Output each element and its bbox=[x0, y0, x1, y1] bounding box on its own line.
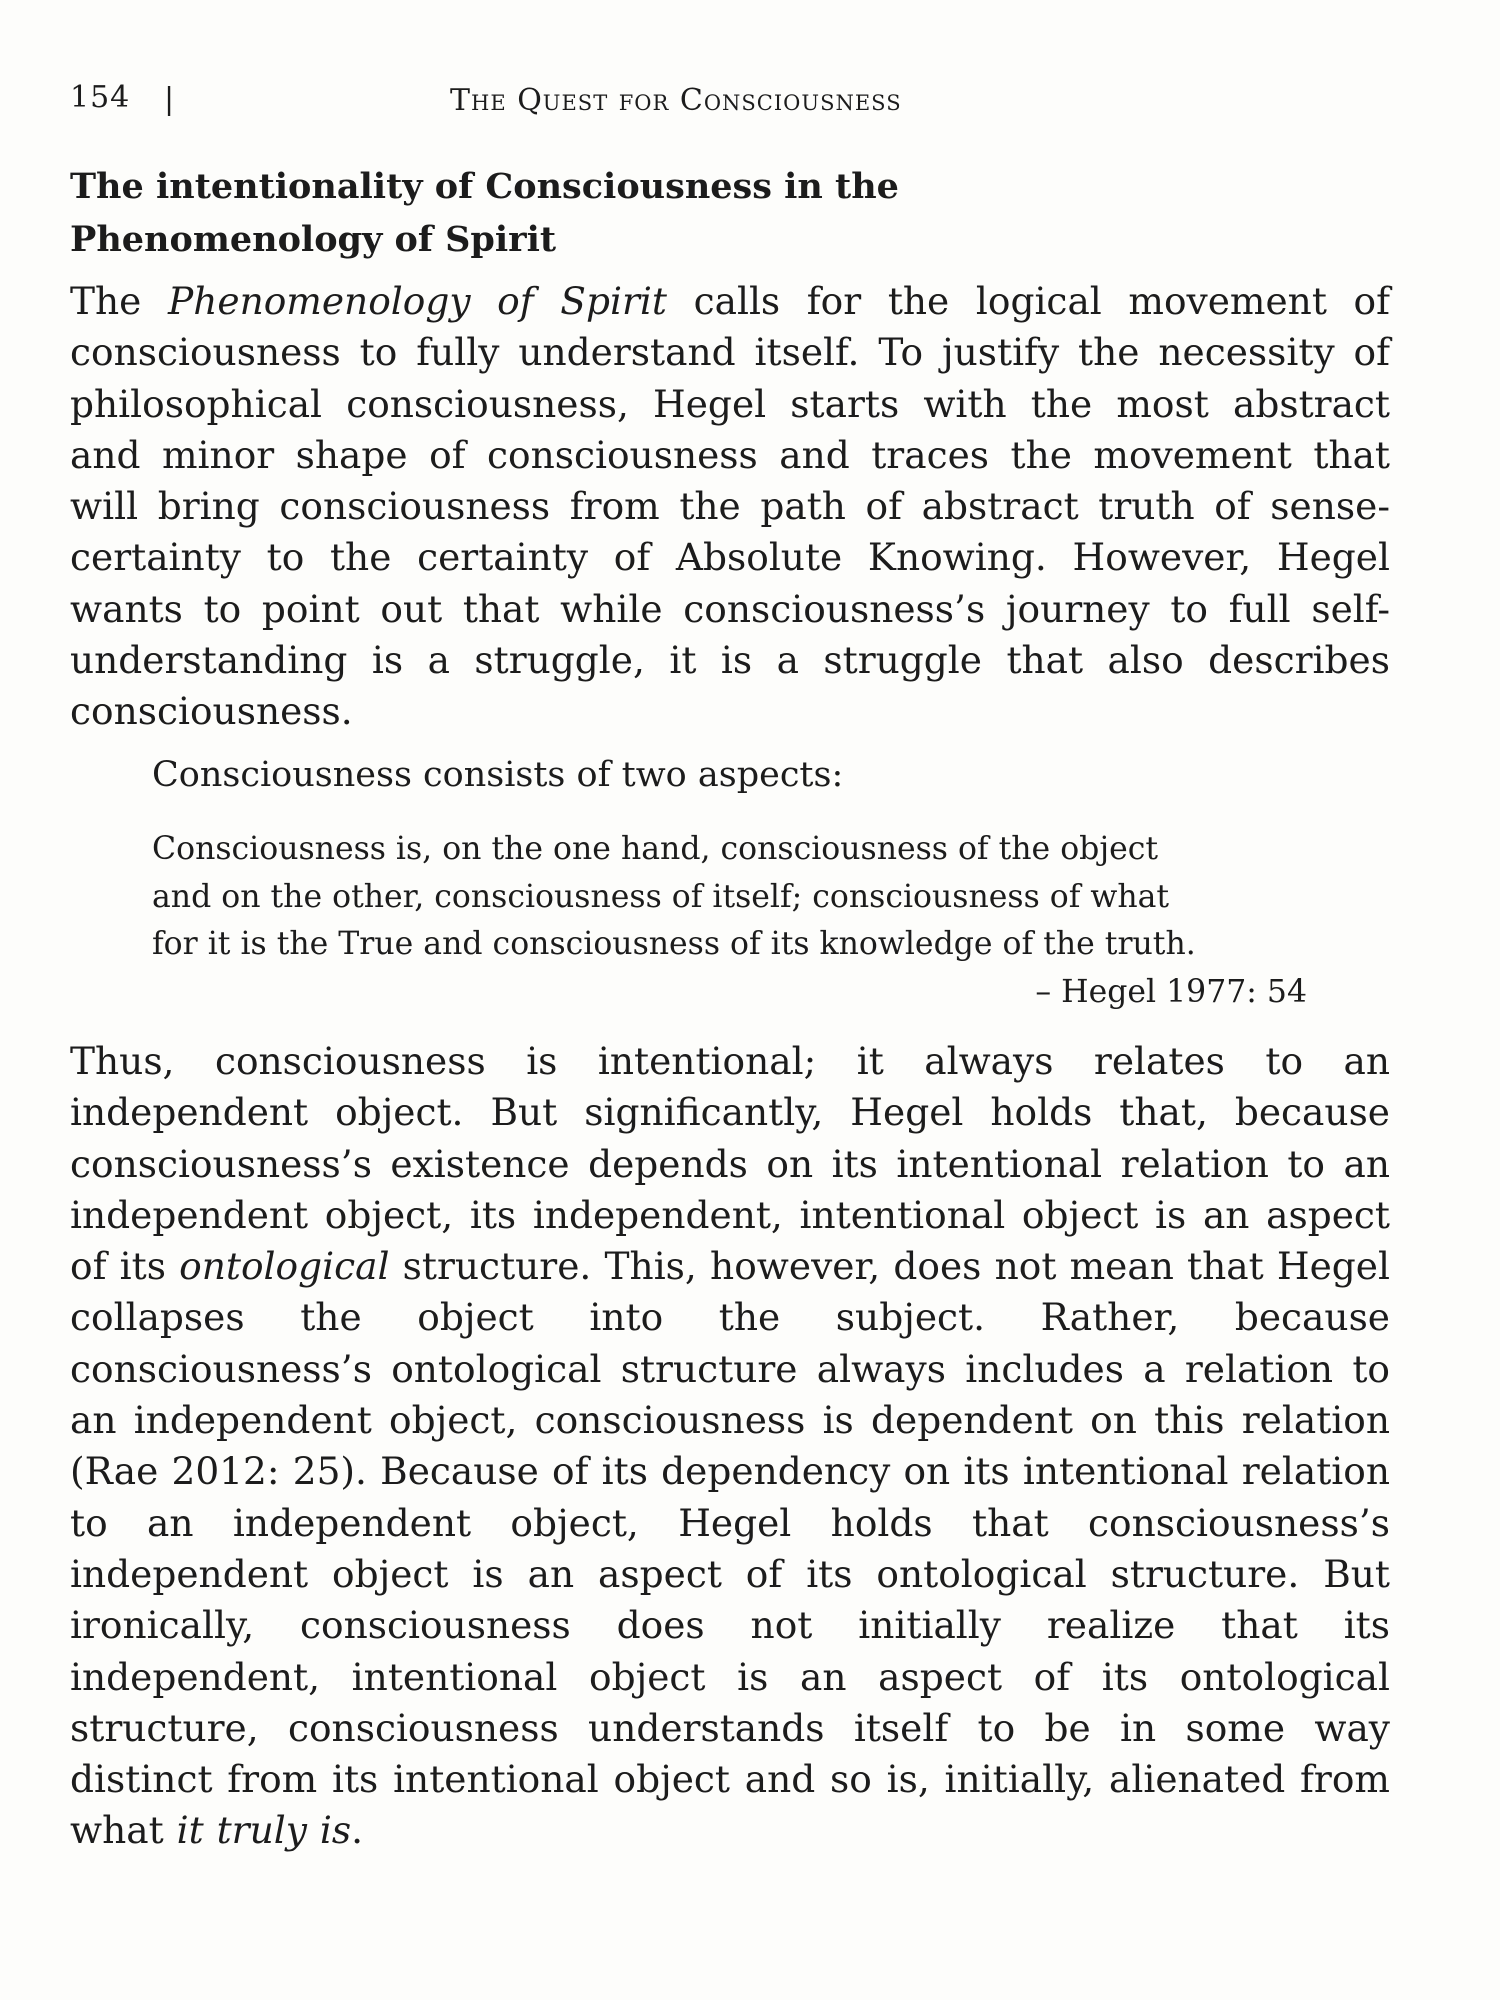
paragraph-1-text: calls for the logical movement of consciousness to fully understand itself. To justify the necessity of philosophical consciousness, Hegel starts with the most abstract and minor shape of consciousness and traces the movement that will bring consciousness from the path of abstract truth of sense-certainty to the certainty of Absolute Knowing. However, Hegel wants to point out that while consciousness’s journey to full self-understanding is a struggle, it is a struggle that also describes consciousness. bbox=[70, 279, 1390, 734]
quote-line-3: for it is the True and consciousness of its knowledge of the truth. bbox=[152, 926, 1196, 962]
paragraph-2 bbox=[70, 1036, 1390, 1857]
block-quote bbox=[152, 826, 1307, 1015]
paragraph-1-work-title: Phenomenology of Spirit bbox=[168, 279, 667, 323]
section-heading bbox=[70, 160, 1070, 266]
quote-line-2: and on the other, consciousness of itself; consciousness of what bbox=[152, 878, 1170, 915]
quote-line-1: Consciousness is, on the one hand, consciousness of the object bbox=[152, 831, 1159, 867]
quote-lead-in: Consciousness consists of two aspects: bbox=[152, 755, 844, 795]
running-head-title: The Quest for Consciousness bbox=[450, 83, 902, 118]
page-number: 154 bbox=[70, 80, 131, 115]
section-heading-line-2: Phenomenology of Spirit bbox=[70, 219, 557, 260]
quote-text bbox=[152, 826, 1307, 969]
quote-citation: – Hegel 1977: 54 bbox=[1035, 973, 1307, 1010]
paragraph-2-part-2: structure. This, however, does not mean that Hegel collapses the object into the subject. Rather, because consciousness’s ontological structure always includes a relation to an independent object, consciousness is dependent on this relation (Rae 2012: 25). Because of its dependency on its intentional relation to an independent object, Hegel holds that consciousness’s independent object is an aspect of its ontological structure. But ironically, consciousness does not initially realize that its independent, intentional object is an aspect of its ontological structure, consciousness understands itself to be in some way distinct from its intentional object and so is, initially, alienated from what bbox=[70, 1244, 1390, 1853]
paragraph-2-end: . bbox=[351, 1808, 363, 1853]
running-head-separator: | bbox=[164, 82, 175, 117]
paragraph-2-italic-ontological: ontological bbox=[179, 1244, 390, 1289]
running-head bbox=[70, 80, 1390, 120]
section-heading-line-1: The intentionality of Consciousness in the bbox=[70, 166, 899, 207]
paragraph-1 bbox=[70, 276, 1390, 738]
paragraph-2-part-1: Thus, consciousness is intentional; it always relates to an independent object. But significantly, Hegel holds that, because consciousness’s existence depends on its intentional relation to an independent object, its independent, intentional object is an aspect of its bbox=[70, 1039, 1390, 1289]
paragraph-1-intro: The bbox=[70, 279, 168, 323]
paragraph-2-italic-truly: it truly is bbox=[176, 1808, 352, 1853]
